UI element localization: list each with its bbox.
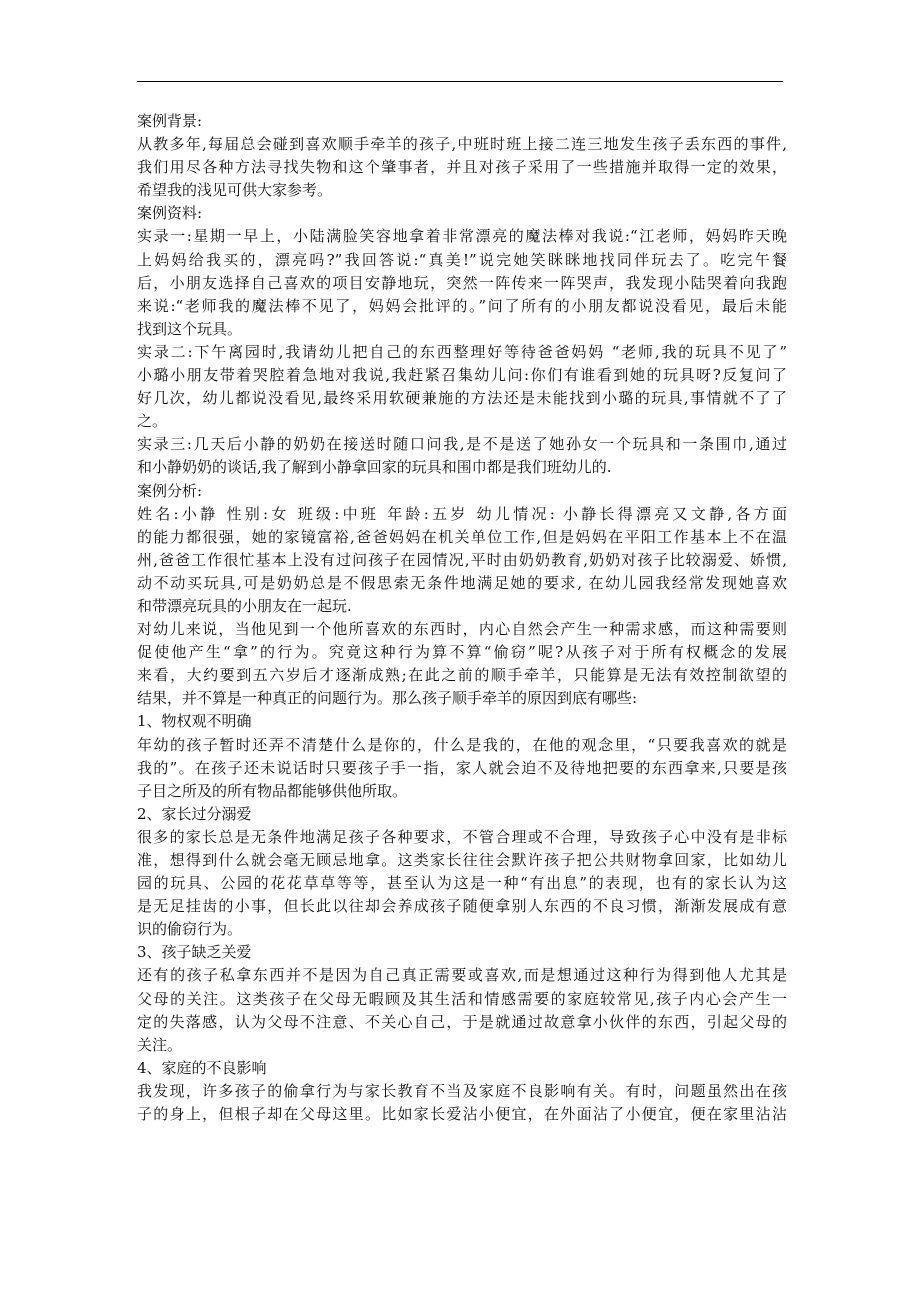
text-line: 园的玩具、公园的花花草草等等，甚至认为这是一种“有出息”的表现，也有的家长认为这	[137, 874, 787, 893]
text-line: 对幼儿来说，当他见到一个他所喜欢的东西时，内心自然会产生一种需求感，而这种需要则	[137, 620, 787, 639]
text-line: 识的偷窃行为。	[137, 920, 243, 939]
text-line: 找到这个玩具。	[137, 319, 243, 338]
text-line: 子目之所及的所有物品都能够供他所取。	[137, 781, 408, 800]
text-line: 我们用尽各种方法寻找失物和这个肇事者，并且对孩子采用了一些措施并取得一定的效果，	[137, 158, 787, 177]
text-line: 1、物权观不明确	[137, 712, 252, 731]
text-line: 希望我的浅见可供大家参考。	[137, 181, 333, 200]
text-line: 我发现，许多孩子的偷拿行为与家长教育不当及家庭不良影响有关。有时，问题虽然出在孩	[137, 1081, 787, 1100]
text-line: 州,爸爸工作很忙基本上没有过问孩子在园情况,平时由奶奶教育,奶奶对孩子比较溺爱、娇惯,	[137, 550, 787, 569]
text-line: 上妈妈给我买的，漂亮吗?”我回答说:“真美!”说完她笑眯眯地找同伴玩去了。吃完午餐	[137, 250, 787, 269]
text-line: 子的身上，但根子却在父母这里。比如家长爱沾小便宜，在外面沾了小便宜，便在家里沾沾	[137, 1105, 787, 1124]
text-line: 实录三:几天后小静的奶奶在接送时随口问我,是不是送了她孙女一个玩具和一条围巾,通过	[137, 435, 787, 454]
text-line: 和小静奶奶的谈话,我了解到小静拿回家的玩具和围巾都是我们班幼儿的.	[137, 458, 612, 477]
text-line: 动不动买玩具,可是奶奶总是不假思索无条件地满足她的要求, 在幼儿园我经常发现她喜欢	[137, 573, 787, 592]
text-line: 2、家长过分溺爱	[137, 804, 252, 823]
text-line: 之。	[137, 412, 168, 431]
text-line: 年幼的孩子暂时还弄不清楚什么是你的，什么是我的，在他的观念里，“只要我喜欢的就是	[137, 735, 787, 754]
text-line: 小璐小朋友带着哭腔着急地对我说,我赶紧召集幼儿问:你们有谁看到她的玩具呀?反复问了	[137, 366, 787, 385]
text-line: 4、家庭的不良影响	[137, 1058, 267, 1077]
text-line: 实录二:下午离园时,我请幼儿把自己的东西整理好等待爸爸妈妈 “老师,我的玩具不见了”	[137, 342, 787, 361]
text-line: 3、孩子缺乏关爱	[137, 943, 252, 962]
text-line: 很多的家长总是无条件地满足孩子各种要求，不管合理或不合理，导致孩子心中没有是非标	[137, 827, 787, 846]
text-line: 关注。	[137, 1035, 183, 1054]
text-line: 案例背景:	[137, 112, 203, 130]
text-line: 定的失落感，认为父母不注意、不关心自己，于是就通过故意拿小伙伴的东西，引起父母的	[137, 1012, 787, 1031]
text-line: 准，想得到什么就会毫无顾忌地拿。这类家长往往会默许孩子把公共财物拿回家，比如幼儿	[137, 851, 787, 869]
text-line: 还有的孩子私拿东西并不是因为自己真正需要或喜欢,而是想通过这种行为得到他人尤其是	[137, 966, 787, 985]
text-line: 来说:“老师我的魔法棒不见了，妈妈会批评的。”问了所有的小朋友都说没看见，最后未能	[137, 296, 787, 315]
text-line: 父母的关注。这类孩子在父母无暇顾及其生活和情感需要的家庭较常见,孩子内心会产生一	[137, 989, 787, 1008]
text-line: 来看，大约要到五六岁后才逐渐成熟;在此之前的顺手牵羊，只能算是无法有效控制欲望的	[137, 666, 787, 685]
header-rule	[137, 81, 783, 82]
text-line: 姓名:小静 性别:女 班级:中班 年龄:五岁 幼儿情况: 小静长得漂亮又文静,各方面	[137, 504, 787, 523]
text-line: 和带漂亮玩具的小朋友在一起玩.	[137, 596, 352, 615]
text-line: 从教多年,每届总会碰到喜欢顺手牵羊的孩子,中班时班上接二连三地发生孩子丢东西的事件,	[137, 135, 787, 154]
text-line: 案例资料:	[137, 204, 203, 223]
text-line: 我的”。在孩子还未说话时只要孩子手一指，家人就会迫不及待地把要的东西拿来,只要是孩	[137, 758, 787, 777]
text-line: 后，小朋友选择自己喜欢的项目安静地玩，突然一阵传来一阵哭声，我发现小陆哭着向我跑	[137, 273, 787, 292]
text-line: 实录一:星期一早上，小陆满脸笑容地拿着非常漂亮的魔法棒对我说:“江老师，妈妈昨天晚	[137, 227, 787, 246]
text-line: 的能力都很强，她的家镜富裕,爸爸妈妈在机关单位工作,但是妈妈在平阳工作基本上不在温	[137, 527, 787, 546]
document-body	[137, 110, 787, 1126]
text-line: 是无足挂齿的小事，但长此以往却会养成孩子随便拿别人东西的不良习惯，渐渐发展成有意	[137, 897, 787, 916]
text-line: 好几次，幼儿都说没看见,最终采用软硬兼施的方法还是未能找到小璐的玩具,事情就不了了	[137, 389, 787, 408]
text-line: 促使他产生“拿”的行为。究竟这种行为算不算“偷窃”呢?从孩子对于所有权概念的发展	[137, 643, 787, 662]
text-line: 结果，并不算是一种真正的问题行为。那么孩子顺手牵羊的原因到底有哪些:	[137, 689, 638, 708]
text-line: 案例分析:	[137, 481, 203, 500]
